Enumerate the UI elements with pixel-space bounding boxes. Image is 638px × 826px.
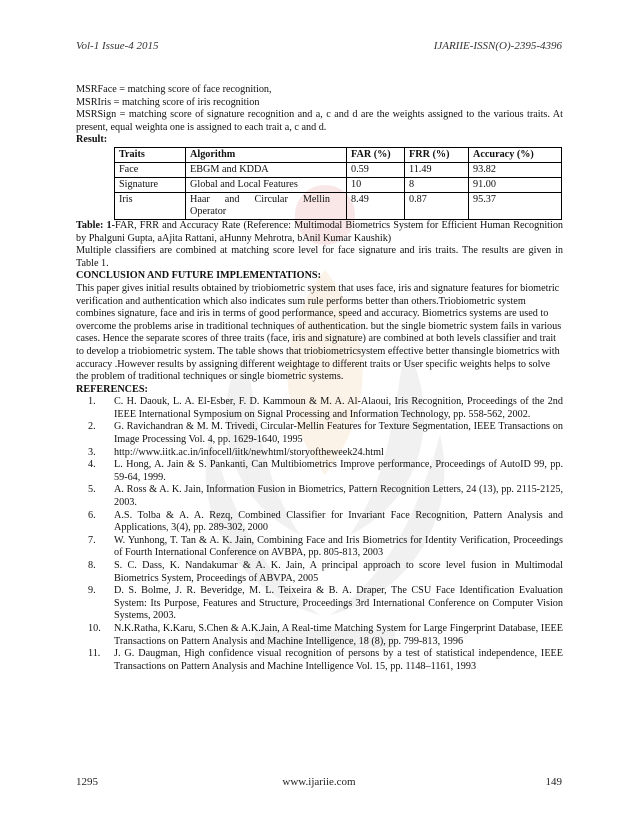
running-header-issn: IJARIIE-ISSN(O)-2395-4396 bbox=[433, 40, 562, 52]
reference-number: 11. bbox=[88, 648, 101, 660]
score-definitions bbox=[76, 84, 563, 134]
result-heading: Result: bbox=[76, 134, 108, 146]
table-header-row bbox=[115, 147, 562, 162]
list-item bbox=[76, 510, 563, 535]
th-accuracy: Accuracy (%) bbox=[469, 147, 562, 162]
reference-number: 8. bbox=[88, 560, 96, 571]
list-item bbox=[76, 421, 563, 446]
th-traits: Traits bbox=[115, 147, 186, 162]
conclusion-heading: CONCLUSION AND FUTURE IMPLEMENTATIONS: bbox=[76, 270, 321, 282]
cell-accuracy: 91.00 bbox=[469, 177, 562, 192]
reference-text: D. S. Bolme, J. R. Beveridge, M. L. Teixeira & B. A. Draper, The CSU Face Identification Evaluation System: Its Purpose, Features and Structure, Proceedings 3rd International Conference on Computer Vision Systems, 2003. bbox=[114, 585, 563, 622]
reference-number: 3. bbox=[88, 446, 96, 458]
list-item bbox=[76, 459, 563, 484]
cell-far: 8.49 bbox=[347, 192, 405, 219]
list-item bbox=[76, 396, 563, 421]
reference-number: 1. bbox=[88, 396, 96, 408]
references-heading: REFERENCES: bbox=[76, 383, 148, 395]
reference-number: 7. bbox=[88, 534, 96, 546]
list-item bbox=[76, 447, 563, 460]
reference-text: A.S. Tolba & A. A. Rezq, Combined Classifier for Invariant Face Recognition, Pattern Analysis and Applications, 3(4), pp. 289-302, 2000 bbox=[114, 509, 563, 534]
reference-text: L. Hong, A. Jain & S. Pankanti, Can Multibiometrics Improve performance, Proceedings of AutoID 99, pp. 59-64, 1999. bbox=[114, 459, 563, 483]
page-body bbox=[76, 84, 563, 673]
cell-frr: 0.87 bbox=[405, 192, 469, 219]
th-far: FAR (%) bbox=[347, 147, 405, 162]
definition-sign: MSRSign = matching score of signature recognition and a, c and d are the weights assigned to the various traits. At present, equal weighta one is assigned to each trait a, c and d. bbox=[76, 109, 563, 133]
list-item bbox=[76, 560, 563, 585]
table-row bbox=[115, 162, 562, 177]
reference-text: N.K.Ratha, K.Karu, S.Chen & A.K.Jain, A Real-time Matching System for Large Fingerprint Database, IEEE Transactions on Pattern Analysis and Machine Intelligence, 18 (8), pp. 799-813, 1996 bbox=[114, 622, 563, 647]
footer-page-number: 149 bbox=[545, 776, 562, 788]
table-caption bbox=[76, 220, 563, 245]
th-frr: FRR (%) bbox=[405, 147, 469, 162]
results-paragraph: Multiple classifiers are combined at matching score level for face signature and iris traits. The results are given in Table 1. bbox=[76, 245, 563, 269]
reference-number: 9. bbox=[88, 585, 96, 597]
cell-algorithm: EBGM and KDDA bbox=[186, 162, 347, 177]
conclusion-paragraph: This paper gives initial results obtained by triobiometric system that uses face, iris and signature features for biometric verification and authentication which also indicates sum rule performs better than others.Triobiometric system combines signature, face and iris in terms of good performance, speed and accuracy. Biometrics systems are used to overcome the problems arise in traditional techniques of authentication. but the single biometric system fails in various cases. Hence the separate scores of three traits (face, iris and signature) are combined at both levels classifier and trait to develop a triobiometric system. The table shows that triobiometricsystem effective better thansingle biometrics with accuracy .However results by assigning different weightage to different traits or User specific weights helps to solve the problem of traditional techniques or single biometric systems. bbox=[76, 282, 562, 383]
table-row bbox=[115, 192, 562, 219]
definition-iris: MSRIris = matching score of iris recognition bbox=[76, 96, 260, 108]
cell-traits: Iris bbox=[115, 192, 186, 219]
table-row bbox=[115, 177, 562, 192]
footer-website-link[interactable]: www.ijariie.com bbox=[282, 776, 356, 788]
reference-number: 6. bbox=[88, 509, 96, 521]
references-list bbox=[76, 396, 563, 673]
reference-text: G. Ravichandran & M. M. Trivedi, Circular-Mellin Features for Texture Segmentation, IEEE Transactions on Image Processing Vol. 4, pp. 1629-1640, 1995 bbox=[114, 421, 563, 446]
running-header-volume: Vol-1 Issue-4 2015 bbox=[76, 40, 159, 52]
cell-algorithm-text: Haar and Circular Mellin Operator bbox=[190, 193, 330, 217]
list-item bbox=[76, 484, 563, 509]
th-algorithm: Algorithm bbox=[186, 147, 347, 162]
cell-frr: 11.49 bbox=[405, 162, 469, 177]
reference-link[interactable]: http://www.iitk.ac.in/infocell/iitk/newhtml/storyoftheweek24.html bbox=[114, 446, 384, 458]
cell-traits: Face bbox=[115, 162, 186, 177]
reference-number: 5. bbox=[88, 484, 96, 496]
cell-accuracy: 95.37 bbox=[469, 192, 562, 219]
footer-paper-id: 1295 bbox=[76, 776, 98, 788]
caption-label: Table: 1- bbox=[76, 219, 116, 231]
cell-frr: 8 bbox=[405, 177, 469, 192]
list-item bbox=[76, 585, 563, 623]
reference-number: 4. bbox=[88, 459, 96, 471]
cell-accuracy: 93.82 bbox=[469, 162, 562, 177]
reference-text: S. C. Dass, K. Nandakumar & A. K. Jain, A principal approach to score level fusion in Multimodal Biometrics System, Proceedings of ABVPA, 2005 bbox=[114, 560, 563, 584]
list-item bbox=[76, 648, 563, 673]
list-item bbox=[76, 623, 563, 648]
reference-number: 2. bbox=[88, 421, 96, 433]
reference-text: C. H. Daouk, L. A. El-Esber, F. D. Kammoun & M. A. Al-Alaoui, Iris Recognition, Proceedings of the 2nd IEEE International Symposium on Signal Processing and Information Technology, pp. 558-562, 2002. bbox=[114, 396, 563, 420]
cell-far: 0.59 bbox=[347, 162, 405, 177]
reference-text: J. G. Daugman, High confidence visual recognition of persons by a test of statistical independence, IEEE Transactions on Pattern Analysis and Machine Intelligence Vol. 15, pp. 1148–1161, 1993 bbox=[114, 648, 563, 672]
caption-text: FAR, FRR and Accuracy Rate (Reference: Multimodal Biometrics System for Efficient Human Recognition by Phalguni Gupta, aAjita Rattani, aHunny Mehrotra, bAnil Kumar Kaushik) bbox=[76, 219, 564, 244]
cell-far: 10 bbox=[347, 177, 405, 192]
results-table bbox=[114, 147, 562, 220]
cell-algorithm: Global and Local Features bbox=[186, 177, 347, 192]
cell-algorithm bbox=[186, 192, 347, 219]
cell-traits: Signature bbox=[115, 177, 186, 192]
definition-face: MSRFace = matching score of face recognition, bbox=[76, 84, 272, 95]
reference-text: W. Yunhong, T. Tan & A. K. Jain, Combining Face and Iris Biometrics for Identity Verification, Proceedings of Fourth International Conference on AVBPA, pp. 805-813, 2003 bbox=[114, 534, 563, 559]
reference-number: 10. bbox=[88, 622, 101, 634]
reference-text: A. Ross & A. K. Jain, Information Fusion in Biometrics, Pattern Recognition Letters, 24 (13), pp. 2115-2125, 2003. bbox=[114, 484, 563, 509]
list-item bbox=[76, 535, 563, 560]
